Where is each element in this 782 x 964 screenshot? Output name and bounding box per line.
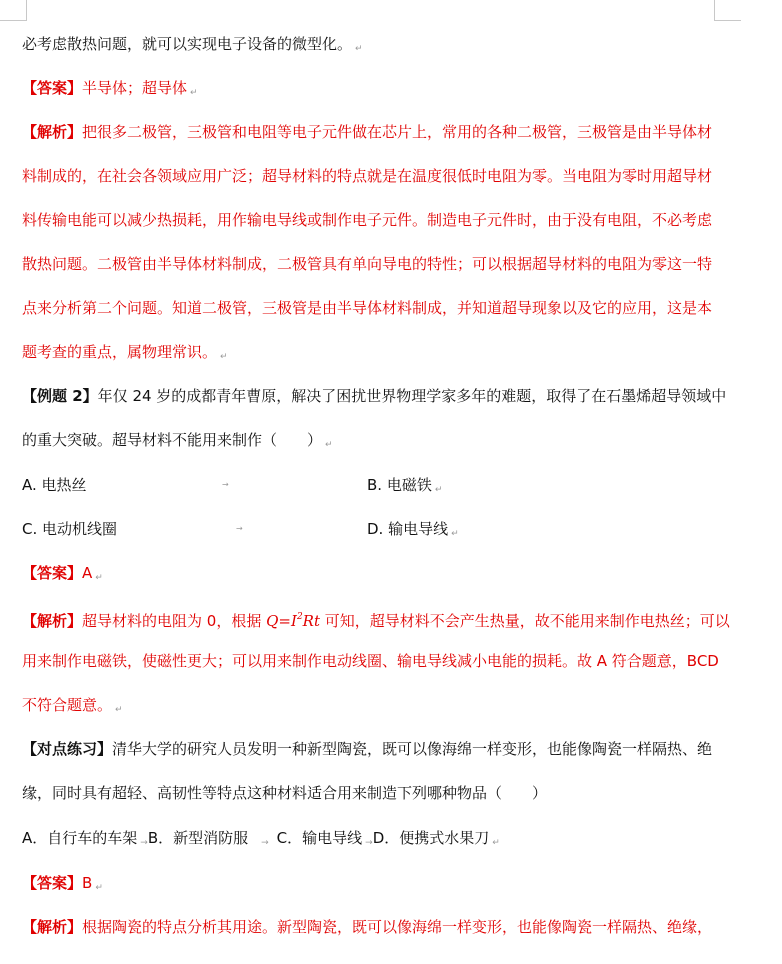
answer-text: A xyxy=(82,564,93,582)
option-a: A．自行车的车架 xyxy=(22,829,138,847)
analysis-text: 散热问题。二极管由半导体材料制成，二极管具有单向导电的特性；可以根据超导材料的电阻为零这一特 xyxy=(22,255,713,273)
practice-line-2 xyxy=(22,782,762,804)
example-tag: 【例题 2】 xyxy=(22,387,98,405)
paragraph-mark-icon: ↵ xyxy=(220,352,228,362)
option-c: C. 电动机线圈 xyxy=(22,520,118,538)
answer-1 xyxy=(22,77,762,99)
analysis-text: 料制成的，在社会各领域应用广泛；超导材料的特点就是在温度很低时电阻为零。当电阻为零时用超导材 xyxy=(22,167,713,185)
option-b: B．新型消防服 xyxy=(147,829,249,847)
options-row-1 xyxy=(22,474,762,496)
analysis-1-line-3 xyxy=(22,209,762,231)
analysis-1-line-6 xyxy=(22,341,762,363)
paragraph-mark-icon: ↵ xyxy=(492,838,500,848)
paragraph-mark-icon: ↵ xyxy=(95,573,103,583)
analysis-tag: 【解析】 xyxy=(22,612,83,630)
question-text: 的重大突破。超导材料不能用来制作（ ） xyxy=(22,431,323,449)
option-b: B. 电磁铁 xyxy=(367,476,432,494)
example-2-line-2 xyxy=(22,429,762,451)
tab-mark-icon: → xyxy=(140,838,148,848)
analysis-1-line-4 xyxy=(22,253,762,275)
option-a: A. 电热丝 xyxy=(22,476,87,494)
paragraph-mark-icon: ↵ xyxy=(451,529,459,539)
paragraph-mark-icon: ↵ xyxy=(355,44,363,54)
tab-mark-icon: → xyxy=(365,838,373,848)
paragraph-mark-icon: ↵ xyxy=(325,440,333,450)
formula: $Q=I^2Rt$ xyxy=(266,612,320,630)
analysis-text: 把很多二极管，三极管和电阻等电子元件做在芯片上，常用的各种二极管，三极管是由半导体材 xyxy=(82,123,713,141)
paragraph-mark-icon: ↵ xyxy=(434,485,443,495)
practice-tag: 【对点练习】 xyxy=(22,740,113,758)
analysis-text: 根据陶瓷的特点分析其用途。新型陶瓷，既可以像海绵一样变形，也能像陶瓷一样隔热、绝缘， xyxy=(82,918,713,936)
analysis-text: 题考查的重点，属物理常识。 xyxy=(22,343,218,361)
option-d: D. 输电导线 xyxy=(367,520,449,538)
tab-mark-icon: → xyxy=(222,480,229,489)
answer-3 xyxy=(22,872,762,894)
analysis-text: 用来制作电磁铁，使磁性更大；可以用来制作电动线圈、输电导线减小电能的损耗。故 A 符合题意，BCD xyxy=(22,652,719,670)
practice-line-1 xyxy=(22,738,762,760)
answer-text: B xyxy=(82,874,93,892)
options-row-2 xyxy=(22,518,762,540)
answer-tag: 【答案】 xyxy=(22,874,83,892)
paragraph-mark-icon: ↵ xyxy=(190,88,198,98)
tab-mark-icon: → xyxy=(261,838,269,848)
body-text: 必考虑散热问题，就可以实现电子设备的微型化。 xyxy=(22,35,353,53)
text-line-1 xyxy=(22,33,762,55)
paragraph-mark-icon: ↵ xyxy=(95,883,103,893)
paragraph-mark-icon: ↵ xyxy=(115,705,123,715)
analysis-text: 超导材料的电阻为 0，根据 xyxy=(82,612,267,630)
option-d: D．便携式水果刀 xyxy=(372,829,490,847)
question-text: 缘，同时具有超轻、高韧性等特点这种材料适合用来制造下列哪种物品（ ） xyxy=(22,784,548,802)
example-2-line-1 xyxy=(22,385,762,407)
tab-mark-icon: → xyxy=(236,524,243,533)
analysis-2-line-3 xyxy=(22,694,762,716)
analysis-2-line-2 xyxy=(22,650,762,672)
analysis-2-line-1 xyxy=(22,606,762,628)
answer-tag: 【答案】 xyxy=(22,564,83,582)
answer-tag: 【答案】 xyxy=(22,79,83,97)
analysis-tag: 【解析】 xyxy=(22,123,83,141)
answer-text: 半导体；超导体 xyxy=(82,79,188,97)
option-c: C．输电导线 xyxy=(276,829,363,847)
analysis-tag: 【解析】 xyxy=(22,918,83,936)
page-corner-mark-left xyxy=(0,0,27,21)
analysis-text: 可知，超导材料不会产生热量，故不能用来制作电热丝；可以 xyxy=(320,612,730,630)
analysis-1-line-2 xyxy=(22,165,762,187)
page-corner-mark-right xyxy=(714,0,741,21)
analysis-3-line-1 xyxy=(22,916,762,938)
analysis-1-line-5 xyxy=(22,297,762,319)
question-text: 清华大学的研究人员发明一种新型陶瓷，既可以像海绵一样变形，也能像陶瓷一样隔热、绝 xyxy=(112,740,713,758)
analysis-text: 不符合题意。 xyxy=(22,696,113,714)
analysis-text: 点来分析第二个问题。知道二极管，三极管是由半导体材料制成，并知道超导现象以及它的应用，这是本 xyxy=(22,299,713,317)
answer-2 xyxy=(22,562,762,584)
practice-options xyxy=(22,827,762,849)
analysis-1-line-1 xyxy=(22,121,762,143)
analysis-text: 料传输电能可以减少热损耗，用作输电导线或制作电子元件。制造电子元件时，由于没有电阻，不必考虑 xyxy=(22,211,713,229)
question-text: 年仅 24 岁的成都青年曹原，解决了困扰世界物理学家多年的难题，取得了在石墨烯超导领域中 xyxy=(97,387,727,405)
